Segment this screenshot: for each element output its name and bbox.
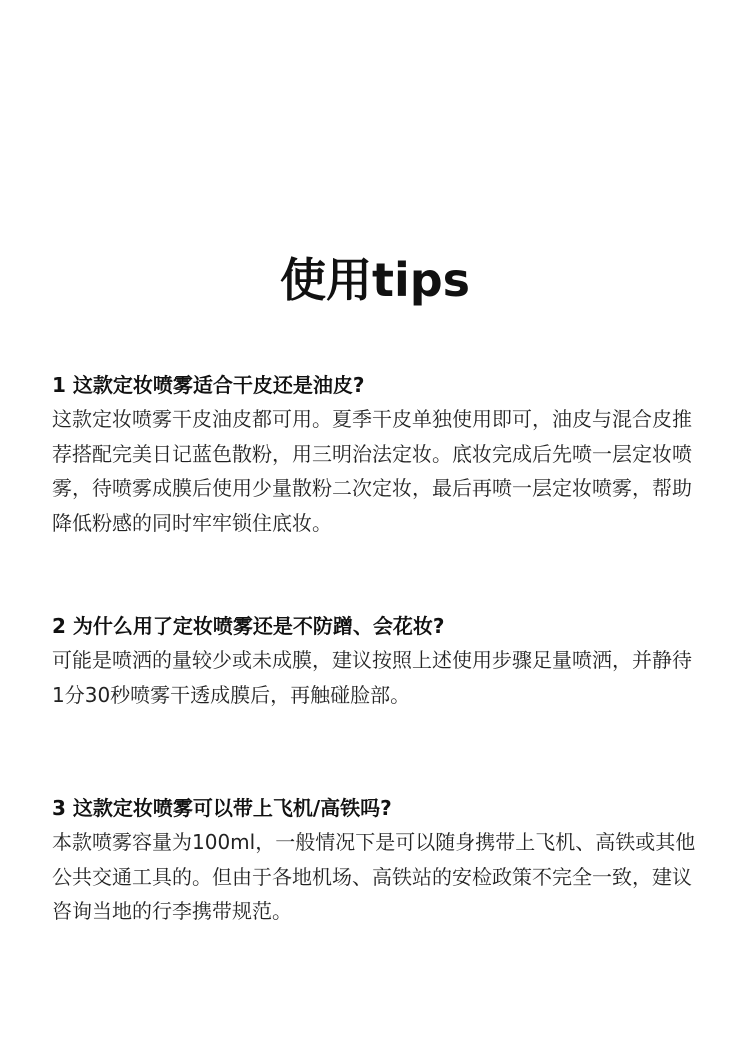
faq-question: 2 为什么用了定妆喷雾还是不防蹭、会花妆?: [52, 614, 445, 638]
faq-answer: 这款定妆喷雾干皮油皮都可用。夏季干皮单独使用即可，油皮与混合皮推荐搭配完美日记蓝色散粉，用三明治法定妆。底妆完成后先喷一层定妆喷雾，待喷雾成膜后使用少量散粉二次定妆，最后再喷一层定妆喷雾，帮助降低粉感的同时牢牢锁住底妆。: [52, 407, 692, 535]
faq-answer: 可能是喷洒的量较少或未成膜，建议按照上述使用步骤足量喷洒，并静待1分30秒喷雾干透成膜后，再触碰脸部。: [52, 648, 692, 707]
faq-item: [52, 368, 702, 540]
faq-question: 3 这款定妆喷雾可以带上飞机/高铁吗?: [52, 796, 392, 820]
faq-answer: 本款喷雾容量为100ml，一般情况下是可以随身携带上飞机、高铁或其他公共交通工具的。但由于各地机场、高铁站的安检政策不完全一致，建议咨询当地的行李携带规范。: [52, 830, 696, 923]
faq-item: [52, 609, 702, 712]
faq-question: 1 这款定妆喷雾适合干皮还是油皮?: [52, 373, 365, 397]
faq-item: [52, 791, 702, 929]
page-title: 使用tips: [279, 253, 471, 307]
